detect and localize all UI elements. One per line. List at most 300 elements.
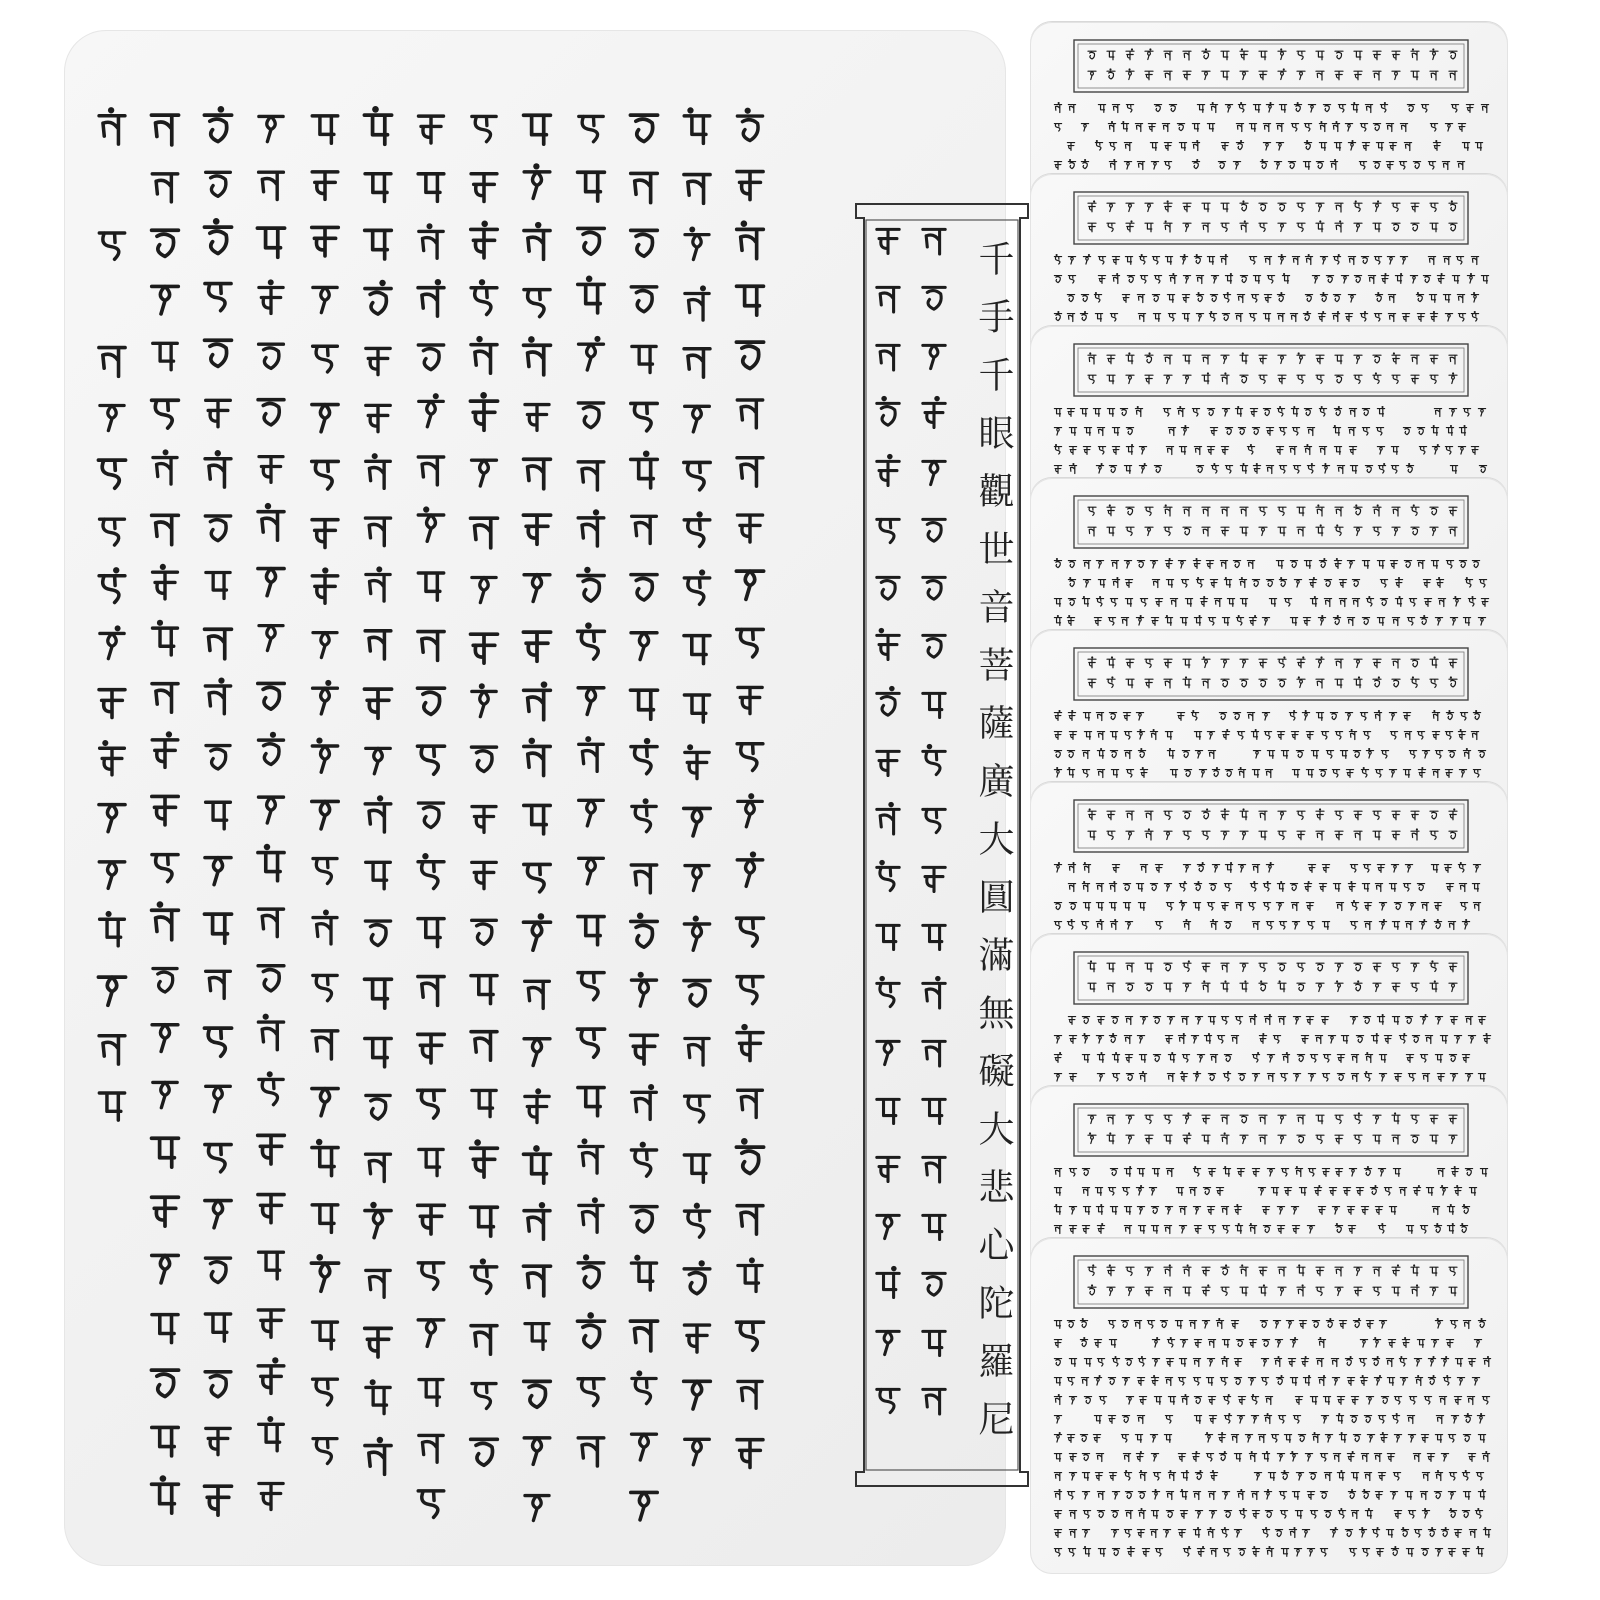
siddham-glyph <box>1107 527 1115 536</box>
siddham-glyph <box>259 344 284 368</box>
siddham-glyph <box>1365 1508 1372 1518</box>
siddham-glyph <box>365 518 390 546</box>
siddham-glyph <box>684 1260 710 1294</box>
siddham-glyph <box>1304 881 1311 891</box>
large-dharani-card <box>64 30 1014 1566</box>
siddham-glyph <box>1291 903 1298 911</box>
siddham-glyph <box>1069 1074 1076 1082</box>
siddham-glyph <box>684 1155 709 1182</box>
siddham-glyph <box>1264 295 1271 303</box>
siddham-glyph <box>523 632 550 661</box>
siddham-glyph <box>1363 732 1370 739</box>
siddham-glyph <box>523 515 550 544</box>
siddham-glyph <box>685 1096 710 1122</box>
siddham-glyph <box>1136 615 1143 625</box>
siddham-glyph <box>1478 1017 1485 1025</box>
siddham-glyph <box>1098 105 1105 113</box>
siddham-glyph <box>1350 466 1357 474</box>
siddham-glyph <box>524 115 551 144</box>
siddham-glyph <box>204 106 231 142</box>
siddham-glyph <box>1168 428 1175 436</box>
siddham-glyph <box>1432 710 1439 721</box>
siddham-glyph <box>1435 618 1442 625</box>
siddham-glyph <box>1404 732 1411 740</box>
siddham-glyph <box>1082 1033 1089 1043</box>
siddham-glyph <box>1054 1340 1061 1348</box>
siddham-glyph <box>1193 903 1200 911</box>
siddham-glyph <box>1462 1204 1469 1214</box>
siddham-glyph <box>1292 922 1299 929</box>
siddham-glyph <box>1359 1359 1366 1366</box>
siddham-glyph <box>1123 1454 1130 1462</box>
siddham-glyph <box>1454 1185 1461 1195</box>
siddham-glyph <box>418 977 444 1006</box>
siddham-glyph <box>1178 561 1185 568</box>
siddham-glyph <box>1263 409 1270 416</box>
siddham-glyph <box>1164 504 1172 516</box>
siddham-glyph <box>1220 254 1227 265</box>
siddham-glyph <box>1137 561 1144 568</box>
siddham-glyph <box>1264 1413 1271 1424</box>
siddham-glyph <box>1414 1359 1421 1366</box>
siddham-glyph <box>1312 1432 1319 1443</box>
siddham-glyph <box>1406 1055 1413 1063</box>
siddham-glyph <box>1082 1492 1089 1499</box>
siddham-glyph <box>1145 1267 1153 1275</box>
siddham-glyph <box>524 738 550 776</box>
siddham-glyph <box>1259 355 1267 364</box>
siddham-glyph <box>1422 1473 1429 1481</box>
siddham-glyph <box>259 457 283 483</box>
siddham-glyph <box>1463 618 1470 626</box>
siddham-glyph <box>1277 881 1284 891</box>
siddham-glyph <box>1108 1321 1115 1328</box>
siddham-glyph <box>1222 1340 1229 1348</box>
siddham-glyph <box>1315 1036 1322 1044</box>
siddham-glyph <box>1184 770 1191 777</box>
siddham-glyph <box>1304 561 1311 569</box>
siddham-glyph <box>1222 1226 1229 1233</box>
siddham-glyph <box>1305 1454 1312 1461</box>
siddham-glyph <box>1306 903 1313 911</box>
siddham-glyph <box>1250 881 1257 891</box>
siddham-glyph <box>1140 865 1147 873</box>
siddham-glyph <box>1081 922 1088 929</box>
siddham-glyph <box>313 346 338 372</box>
siddham-glyph <box>1192 140 1199 151</box>
siddham-glyph <box>258 1357 284 1393</box>
siddham-glyph <box>1126 527 1134 535</box>
siddham-glyph <box>1281 1169 1288 1176</box>
siddham-glyph <box>1260 1321 1267 1328</box>
siddham-glyph <box>1137 1036 1144 1043</box>
siddham-glyph <box>1219 713 1226 720</box>
siddham-glyph <box>1252 1511 1259 1519</box>
siddham-glyph <box>631 738 657 774</box>
siddham-glyph <box>1202 203 1210 212</box>
siddham-glyph <box>1411 828 1419 840</box>
siddham-glyph <box>1278 1115 1286 1123</box>
siddham-glyph <box>1354 355 1362 363</box>
siddham-glyph <box>1347 618 1354 626</box>
siddham-glyph <box>418 746 445 774</box>
siddham-glyph <box>631 1255 656 1290</box>
siddham-glyph <box>1126 1287 1134 1295</box>
siddham-glyph <box>1297 983 1305 991</box>
siddham-glyph <box>524 222 550 259</box>
siddham-glyph <box>1430 311 1437 321</box>
siddham-glyph <box>1249 124 1256 132</box>
siddham-glyph <box>1362 143 1369 151</box>
siddham-glyph <box>1335 679 1343 688</box>
siddham-glyph <box>257 228 284 257</box>
siddham-glyph <box>1088 507 1096 515</box>
siddham-glyph <box>419 223 443 258</box>
siddham-glyph <box>1145 223 1153 232</box>
siddham-glyph <box>1329 1188 1336 1196</box>
siddham-glyph <box>1362 428 1369 435</box>
siddham-glyph <box>631 1492 657 1519</box>
siddham-glyph <box>1266 862 1273 872</box>
siddham-glyph <box>1166 1359 1173 1367</box>
siddham-glyph <box>1304 444 1311 455</box>
siddham-glyph <box>1210 102 1217 113</box>
siddham-glyph <box>1223 1549 1230 1556</box>
siddham-glyph <box>737 172 763 200</box>
siddham-glyph <box>206 971 231 998</box>
siddham-glyph <box>1126 428 1133 435</box>
siddham-glyph <box>1449 527 1457 536</box>
siddham-glyph <box>365 1328 392 1357</box>
siddham-glyph <box>1284 599 1291 606</box>
siddham-glyph <box>1164 1435 1171 1443</box>
siddham-glyph <box>1374 314 1381 321</box>
siddham-glyph <box>1196 292 1203 302</box>
siddham-glyph <box>1207 447 1214 455</box>
siddham-glyph <box>632 516 657 543</box>
siddham-glyph <box>1279 577 1286 587</box>
siddham-glyph <box>418 1491 444 1517</box>
siddham-glyph <box>1069 1397 1076 1404</box>
siddham-glyph <box>1193 1359 1200 1367</box>
siddham-glyph <box>1360 1375 1367 1385</box>
siddham-glyph <box>1153 1017 1160 1024</box>
siddham-glyph <box>1139 254 1146 264</box>
siddham-glyph <box>1289 710 1296 720</box>
siddham-glyph <box>1224 884 1231 891</box>
siddham-glyph <box>1354 831 1362 840</box>
siddham-glyph <box>1145 828 1153 840</box>
siddham-glyph <box>1389 884 1396 892</box>
siddham-glyph <box>738 1381 762 1408</box>
siddham-glyph <box>1054 767 1061 777</box>
siddham-glyph <box>1407 105 1414 112</box>
siddham-glyph <box>1189 1188 1196 1196</box>
siddham-glyph <box>1316 220 1324 231</box>
siddham-glyph <box>877 925 899 949</box>
siddham-glyph <box>684 569 709 604</box>
siddham-glyph <box>1278 980 1286 991</box>
siddham-glyph <box>1235 1017 1242 1024</box>
siddham-glyph <box>1088 656 1096 667</box>
siddham-glyph <box>1334 143 1341 151</box>
siddham-glyph <box>313 1379 338 1405</box>
siddham-glyph <box>205 629 232 659</box>
siddham-glyph <box>1290 1337 1297 1347</box>
siddham-glyph <box>1111 1530 1118 1537</box>
siddham-glyph <box>737 1440 763 1468</box>
siddham-glyph <box>1177 406 1184 417</box>
siddham-glyph <box>152 901 179 940</box>
siddham-glyph <box>1297 676 1305 687</box>
siddham-glyph <box>1373 124 1380 131</box>
siddham-glyph <box>1202 48 1210 59</box>
siddham-glyph <box>1122 1416 1129 1423</box>
siddham-glyph <box>1400 257 1407 264</box>
siddham-glyph <box>1069 732 1076 740</box>
siddham-glyph <box>1164 220 1172 232</box>
siddham-glyph <box>1451 105 1458 112</box>
siddham-glyph <box>1380 580 1387 587</box>
siddham-glyph <box>1354 527 1362 535</box>
siddham-glyph <box>1223 1394 1230 1404</box>
siddham-glyph <box>1322 922 1329 930</box>
siddham-glyph <box>1138 1226 1145 1234</box>
siddham-glyph <box>1420 1055 1427 1062</box>
siddham-glyph <box>1182 314 1189 322</box>
siddham-glyph <box>1305 254 1312 265</box>
siddham-glyph <box>1240 463 1247 473</box>
siddham-glyph <box>1088 200 1096 211</box>
siddham-glyph <box>1419 919 1426 929</box>
siddham-glyph <box>1435 751 1442 758</box>
siddham-glyph <box>258 503 284 540</box>
siddham-glyph <box>737 851 762 886</box>
siddham-glyph <box>1164 811 1172 819</box>
siddham-glyph <box>1126 1267 1134 1275</box>
siddham-glyph <box>1478 1489 1485 1499</box>
siddham-glyph <box>1293 1074 1300 1081</box>
siddham-glyph <box>1391 1546 1398 1556</box>
siddham-glyph <box>1479 580 1486 587</box>
siddham-glyph <box>1207 732 1214 739</box>
siddham-glyph <box>923 1041 945 1066</box>
siddham-glyph <box>1354 1267 1362 1275</box>
siddham-glyph <box>366 566 390 601</box>
siddham-glyph <box>471 279 497 314</box>
siddham-glyph <box>1109 143 1116 150</box>
siddham-glyph <box>684 1203 709 1237</box>
siddham-glyph <box>1420 615 1427 625</box>
siddham-glyph <box>1318 1337 1325 1348</box>
siddham-glyph <box>1265 1397 1272 1405</box>
siddham-glyph <box>1392 679 1400 687</box>
siddham-glyph <box>1428 1375 1435 1385</box>
siddham-glyph <box>1281 1549 1288 1557</box>
siddham-glyph <box>1235 1223 1242 1233</box>
siddham-glyph <box>99 107 125 144</box>
siddham-glyph <box>1298 1435 1305 1442</box>
siddham-glyph <box>1394 1435 1401 1442</box>
siddham-glyph <box>1154 466 1161 473</box>
siddham-glyph <box>1372 1356 1379 1366</box>
siddham-glyph <box>1349 1549 1356 1556</box>
siddham-glyph <box>1456 257 1463 264</box>
siddham-glyph <box>1297 831 1305 840</box>
siddham-glyph <box>1347 561 1354 568</box>
siddham-glyph <box>632 798 656 831</box>
siddham-glyph <box>1324 1511 1331 1518</box>
siddham-glyph <box>1081 124 1088 131</box>
siddham-glyph <box>1225 770 1232 777</box>
siddham-glyph <box>1137 1416 1144 1424</box>
siddham-glyph <box>1054 1074 1061 1081</box>
siddham-glyph <box>1310 596 1317 606</box>
siddham-glyph <box>1164 884 1171 891</box>
siddham-glyph <box>1384 1036 1391 1044</box>
siddham-glyph <box>631 575 657 600</box>
siddham-glyph <box>1203 1188 1210 1195</box>
siddham-glyph <box>1252 1074 1259 1081</box>
siddham-glyph <box>1068 276 1075 283</box>
siddham-glyph <box>1336 1413 1343 1423</box>
siddham-glyph <box>923 693 945 717</box>
siddham-glyph <box>312 405 338 432</box>
siddham-glyph <box>1335 659 1343 668</box>
siddham-glyph <box>1360 713 1367 720</box>
siddham-glyph <box>1120 409 1127 416</box>
siddham-glyph <box>1280 1074 1287 1081</box>
siddham-glyph <box>1135 124 1142 132</box>
siddham-glyph <box>1428 1527 1435 1537</box>
siddham-glyph <box>1093 1435 1100 1443</box>
siddham-glyph <box>312 520 338 548</box>
siddham-glyph <box>1107 1115 1115 1124</box>
siddham-glyph <box>1274 162 1281 169</box>
siddham-glyph <box>259 172 284 199</box>
siddham-glyph <box>1208 1169 1215 1177</box>
siddham-glyph <box>1435 1318 1442 1328</box>
siddham-glyph <box>1411 48 1419 60</box>
siddham-glyph <box>1088 1284 1096 1295</box>
siddham-glyph <box>1240 963 1248 971</box>
siddham-glyph <box>1183 983 1191 991</box>
siddham-glyph <box>1154 1397 1161 1405</box>
siddham-glyph <box>1338 1508 1345 1518</box>
siddham-glyph <box>1371 1033 1378 1043</box>
siddham-glyph <box>1289 447 1296 455</box>
siddham-glyph <box>1478 618 1485 625</box>
siddham-glyph <box>1112 1492 1119 1499</box>
siddham-glyph <box>1195 1017 1202 1024</box>
siddham-glyph <box>1394 903 1401 910</box>
siddham-glyph <box>1145 527 1153 535</box>
siddham-glyph <box>1095 314 1102 322</box>
siddham-glyph <box>1473 710 1480 720</box>
siddham-glyph <box>1237 1169 1244 1177</box>
siddham-glyph <box>1392 1017 1399 1025</box>
siddham-glyph <box>1431 561 1438 569</box>
siddham-glyph <box>1478 1435 1485 1443</box>
siddham-glyph <box>1281 751 1288 759</box>
siddham-glyph <box>1293 466 1300 473</box>
siddham-glyph <box>1450 466 1457 474</box>
siddham-glyph <box>1109 1473 1116 1481</box>
siddham-glyph <box>1332 1207 1339 1214</box>
siddham-glyph <box>1221 355 1229 363</box>
siddham-glyph <box>1299 1188 1306 1196</box>
siddham-glyph <box>1067 615 1074 625</box>
siddham-glyph <box>1319 770 1326 777</box>
siddham-glyph <box>1409 599 1416 606</box>
siddham-glyph <box>1421 903 1428 911</box>
siddham-glyph <box>1483 1356 1490 1367</box>
siddham-glyph <box>1373 1135 1381 1144</box>
siddham-glyph <box>1318 1207 1325 1215</box>
siddham-glyph <box>630 1321 657 1351</box>
siddham-glyph <box>1054 409 1061 417</box>
siddham-glyph <box>1238 865 1245 872</box>
siddham-glyph <box>1204 1033 1211 1043</box>
siddham-glyph <box>738 793 762 827</box>
siddham-glyph <box>1351 900 1358 910</box>
siddham-glyph <box>1124 732 1131 739</box>
siddham-glyph <box>1457 162 1464 170</box>
siddham-glyph <box>1392 51 1400 60</box>
siddham-glyph <box>1390 561 1397 569</box>
siddham-glyph <box>1151 162 1158 169</box>
siddham-glyph <box>1481 276 1488 284</box>
siddham-glyph <box>1278 223 1286 231</box>
siddham-glyph <box>1466 105 1473 113</box>
siddham-glyph <box>1278 679 1286 687</box>
siddham-glyph <box>204 218 231 253</box>
siddham-glyph <box>1378 463 1385 473</box>
siddham-glyph <box>1069 428 1076 436</box>
siddham-glyph <box>1463 1435 1470 1442</box>
siddham-glyph <box>1147 1321 1154 1328</box>
siddham-glyph <box>1454 1397 1461 1405</box>
siddham-glyph <box>1221 372 1229 384</box>
siddham-glyph <box>1180 618 1187 626</box>
siddham-glyph <box>1112 577 1119 588</box>
siddham-glyph <box>1126 352 1134 363</box>
siddham-glyph <box>1338 105 1345 112</box>
siddham-glyph <box>1126 679 1134 688</box>
siddham-glyph <box>1112 257 1119 265</box>
siddham-glyph <box>1202 1284 1210 1295</box>
siddham-glyph <box>1097 1223 1104 1233</box>
siddham-glyph <box>1124 143 1131 151</box>
siddham-glyph <box>1443 257 1450 265</box>
siddham-glyph <box>1126 1397 1133 1404</box>
siddham-glyph <box>205 1145 231 1172</box>
siddham-glyph <box>1447 1204 1454 1214</box>
siddham-glyph <box>1288 1359 1295 1367</box>
siddham-glyph <box>1166 1492 1173 1500</box>
siddham-glyph <box>1320 1549 1327 1556</box>
siddham-glyph <box>1219 1451 1226 1461</box>
siddham-glyph <box>1138 903 1145 911</box>
siddham-glyph <box>1341 276 1348 283</box>
siddham-glyph <box>1392 1112 1400 1123</box>
siddham-glyph <box>1238 1549 1245 1556</box>
siddham-glyph <box>1428 1356 1435 1366</box>
siddham-glyph <box>1411 676 1419 687</box>
siddham-glyph <box>152 1315 178 1343</box>
siddham-glyph <box>524 1145 551 1183</box>
siddham-glyph <box>1449 1115 1457 1124</box>
